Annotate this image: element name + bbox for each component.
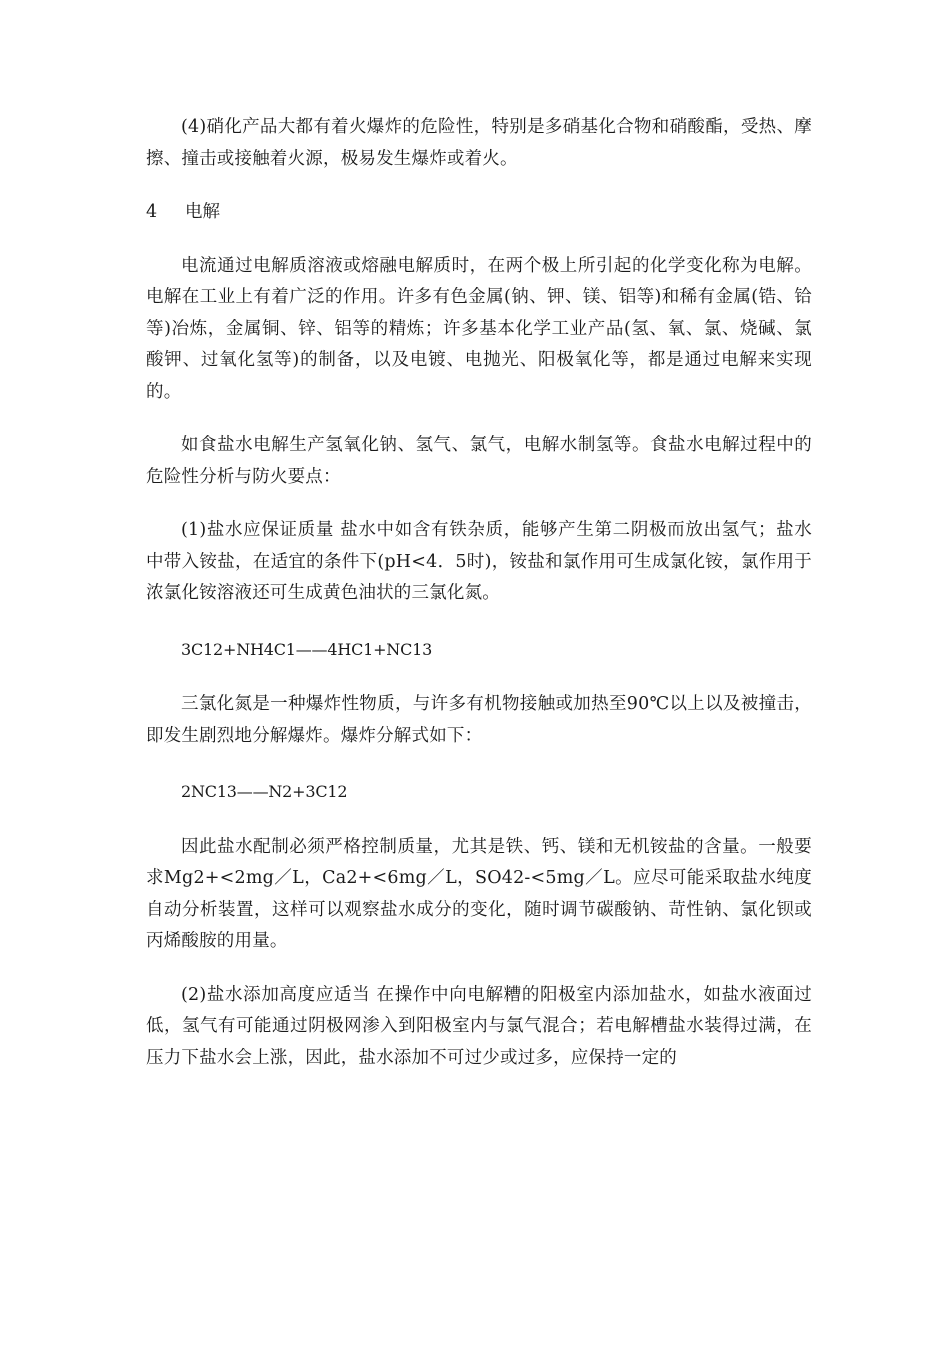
formula-ncl3-formation: 3C12+NH4C1——4HC1+NC13 <box>181 639 433 659</box>
item-1-title: (1)盐水应保证质量 <box>181 520 334 540</box>
section-number: 4 <box>146 202 158 222</box>
document-page <box>146 112 812 1074</box>
item-1-body: 盐水中如含有铁杂质，能够产生第二阴极而放出氢气；盐水中带入铵盐，在适宜的条件下(pH<4．5时)，铵盐和氯作用可生成氯化铵，氯作用于浓氯化铵溶液还可生成黄色油状的三氯化氮。 <box>146 520 813 603</box>
paragraph-item-2 <box>146 980 812 1075</box>
item-2-body: 在操作中向电解糟的阳极室内添加盐水，如盐水液面过低，氢气有可能通过阴极网渗入到阳极室内与氯气混合；若电解槽盐水装得过满，在压力下盐水会上涨，因此，盐水添加不可过少或过多，应保持一定的 <box>146 984 812 1068</box>
section-title: 电解 <box>184 202 220 222</box>
formula-ncl3-decomposition: 2NC13——N2+3C12 <box>181 782 348 801</box>
paragraph-electrolysis-intro: 电流通过电解质溶液或熔融电解质时，在两个极上所引起的化学变化称为电解。电解在工业上有着广泛的作用。许多有色金属(钠、钾、镁、铝等)和稀有金属(锆、铪等)冶炼，金属铜、锌、铝等的精炼；许多基本化学工业产品(氢、氧、氯、烧碱、氯酸钾、过氧化氢等)的制备，以及电镀、电抛光、阳极氧化等，都是通过电解来实现的。 <box>146 255 812 402</box>
paragraph-nitration-hazard: (4)硝化产品大都有着火爆炸的危险性，特别是多硝基化合物和硝酸酯，受热、摩擦、撞击或接触着火源，极易发生爆炸或着火。 <box>146 117 812 169</box>
paragraph-brine-quality: 因此盐水配制必须严格控制质量，尤其是铁、钙、镁和无机铵盐的含量。一般要求Mg2+<2mg／L，Ca2+<6mg／L，SO42-<5mg／L。应尽可能采取盐水纯度自动分析装置，这样可以观察盐水成分的变化，随时调节碳酸钠、苛性钠、氯化钡或丙烯酸胺的用量。 <box>146 836 812 951</box>
paragraph-brine-example: 如食盐水电解生产氢氧化钠、氢气、氯气，电解水制氢等。食盐水电解过程中的危险性分析与防火要点： <box>146 435 812 487</box>
paragraph-item-1 <box>146 515 812 610</box>
paragraph-ncl3-hazard: 三氯化氮是一种爆炸性物质，与许多有机物接触或加热至90℃以上以及被撞击，即发生剧烈地分解爆炸。爆炸分解式如下： <box>146 694 812 746</box>
item-2-title: (2)盐水添加高度应适当 <box>181 984 371 1005</box>
section-heading <box>146 197 812 229</box>
